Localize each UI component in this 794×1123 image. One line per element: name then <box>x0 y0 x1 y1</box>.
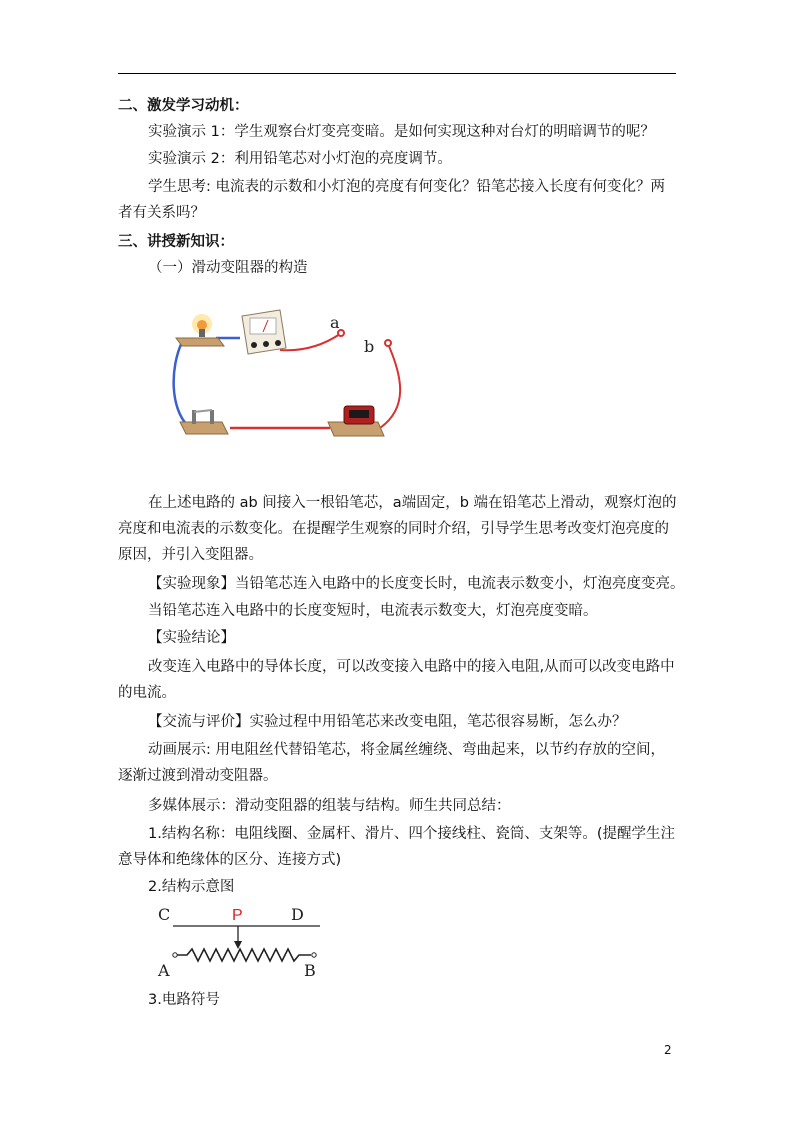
switch-icon <box>180 410 228 434</box>
subsection1-title: （一）滑动变阻器的构造 <box>148 260 308 276</box>
ammeter-icon <box>242 310 286 354</box>
para-circuit-explain: 在上述电路的 ab 间接入一根铅笔芯，a端固定，b 端在铅笔芯上滑动，观察灯泡的亮度和电流表的示数变化。在提醒学生观察的同时介绍，引导学生思考改变灯泡亮度的原因，并引入变阻器。 <box>118 495 677 563</box>
item1-text: 1.结构名称：电阻线圈、金属杆、滑片、四个接线柱、瓷筒、支架等。(提醒学生注意导体和绝缘体的区分、连接方式) <box>118 826 675 868</box>
terminal-b-icon <box>385 340 391 346</box>
battery-icon <box>328 406 384 436</box>
label-A: A <box>158 961 170 980</box>
demo1-text: 实验演示 1：学生观察台灯变亮变暗。是如何实现这种对台灯的明暗调节的呢？ <box>148 124 655 140</box>
item2-text: 2.结构示意图 <box>148 879 235 895</box>
lamp-icon <box>176 314 224 346</box>
exchange-text: 【交流与评价】实验过程中用铅笔芯来改变电阻，笔芯很容易断，怎么办？ <box>148 714 627 730</box>
label-D: D <box>291 905 304 924</box>
section3-heading: 三、讲授新知识： <box>118 234 234 250</box>
header-rule <box>118 73 676 74</box>
item3-text: 3.电路符号 <box>148 992 220 1008</box>
phenomenon-text-1: 【实验现象】当铅笔芯连入电路中的长度变长时，电流表示数变小，灯泡亮度变亮。 <box>148 576 685 592</box>
label-b: b <box>364 337 375 356</box>
label-P: P <box>232 907 243 924</box>
resistance-coil <box>177 949 311 961</box>
think-text: 学生思考: 电流表的示数和小灯泡的亮度有何变化？铅笔芯接入长度有何变化？两者有关系吗？ <box>118 179 665 221</box>
conclusion-title: 【实验结论】 <box>148 630 235 646</box>
section2-heading: 二、激发学习动机： <box>118 98 249 114</box>
multimedia-text: 多媒体展示：滑动变阻器的组装与结构。师生共同总结： <box>148 798 511 814</box>
label-a: a <box>330 313 340 332</box>
phenomenon-text-2: 当铅笔芯连入电路中的长度变短时，电流表示数变大，灯泡亮度变暗。 <box>148 603 598 619</box>
page-number: 2 <box>664 1043 672 1057</box>
label-B: B <box>304 961 316 980</box>
animation-text: 动画展示: 用电阻丝代替铅笔芯，将金属丝缠绕、弯曲起来，以节约存放的空间，逐渐过渡到滑动变阻器。 <box>118 742 665 784</box>
slider-arrow-icon <box>234 941 242 949</box>
rheostat-diagram <box>155 903 335 983</box>
conclusion-text: 改变连入电路中的导体长度，可以改变接入电路中的接入电阻,从而可以改变电路中的电流。 <box>118 659 675 701</box>
demo2-text: 实验演示 2：利用铅笔芯对小灯泡的亮度调节。 <box>148 151 452 167</box>
circuit-illustration <box>168 298 428 448</box>
label-C: C <box>158 905 171 924</box>
